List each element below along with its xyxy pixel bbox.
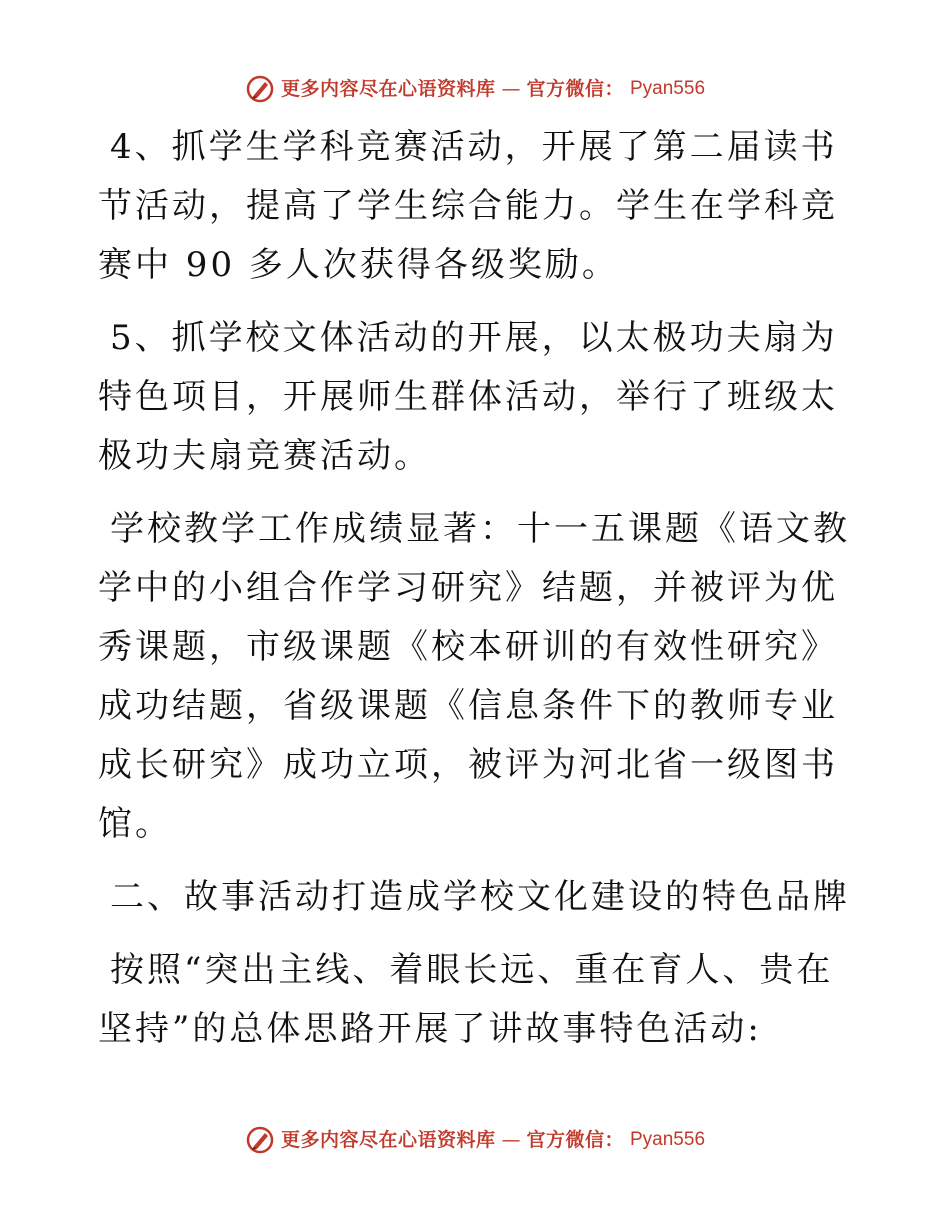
footer-banner-dash: — — [501, 1129, 521, 1151]
pen-logo-icon — [245, 74, 275, 104]
footer-banner-text: 更多内容尽在心语资料库 — [280, 1129, 496, 1151]
header-banner-label: 官方微信： — [526, 78, 624, 100]
document-body — [98, 118, 858, 1073]
footer-banner-account: Pyan556 — [630, 1129, 706, 1150]
footer-banner-label: 官方微信： — [526, 1129, 624, 1151]
header-banner — [0, 74, 950, 104]
header-banner-account: Pyan556 — [630, 78, 706, 99]
paragraph-teaching-results: 学校教学工作成绩显著：十一五课题《语文教学中的小组合作学习研究》结题，并被评为优秀课题，市级课题《校本研训的有效性研究》成功结题，省级课题《信息条件下的教师专业成长研究》成功立项，被评为河北省一级图书馆。 — [98, 509, 850, 844]
header-banner-dash: — — [501, 78, 521, 100]
paragraph-item-4: 4、抓学生学科竞赛活动，开展了第二届读书节活动，提高了学生综合能力。学生在学科竞赛中 90 多人次获得各级奖励。 — [98, 127, 838, 285]
paragraph-storytelling: 按照“突出主线、着眼长远、重在育人、贵在坚持”的总体思路开展了讲故事特色活动: — [98, 950, 834, 1049]
footer-banner — [0, 1125, 950, 1155]
section-heading-two: 二、故事活动打造成学校文化建设的特色品牌 — [110, 877, 850, 917]
paragraph-item-5: 5、抓学校文体活动的开展，以太极功夫扇为特色项目，开展师生群体活动，举行了班级太极功夫扇竞赛活动。 — [98, 318, 838, 476]
pen-logo-icon — [245, 1125, 275, 1155]
header-banner-text: 更多内容尽在心语资料库 — [280, 78, 496, 100]
